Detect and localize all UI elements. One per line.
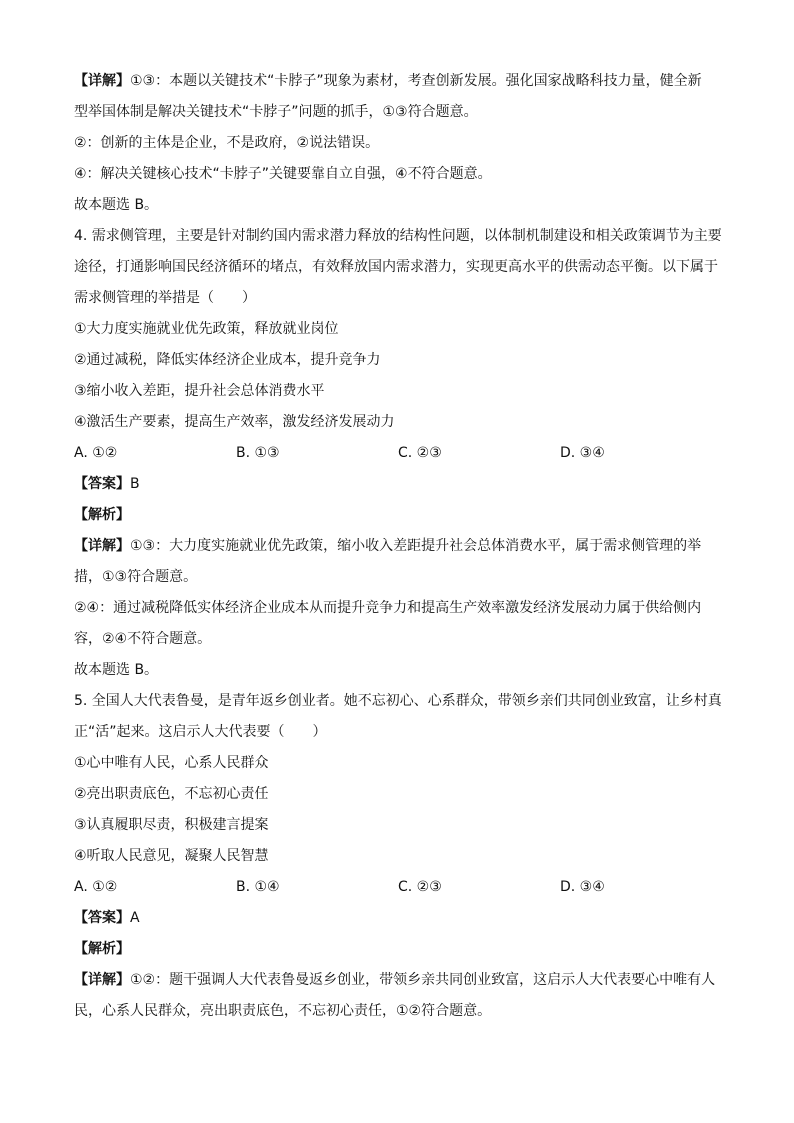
q5-item-3: ③认真履职尽责，积极建言提案 xyxy=(74,817,269,833)
q4-item-3: ③缩小收入差距，提升社会总体消费水平 xyxy=(74,383,325,399)
q4-options xyxy=(74,438,724,469)
q5-stem-line-2: 正“活”起来。这启示人大代表要（ ） xyxy=(74,724,327,740)
q4-answer xyxy=(74,469,724,500)
answer-value: B xyxy=(130,476,140,492)
q5-option-b: B. ①④ xyxy=(236,879,280,895)
detail-tag: 【详解】 xyxy=(74,972,130,988)
q4-analysis-tag: 【解析】 xyxy=(74,507,130,523)
q5-option-d: D. ③④ xyxy=(560,879,605,895)
q5-option-a: A. ①② xyxy=(74,879,118,895)
q3-detail-line-3: ②：创新的主体是企业，不是政府，②说法错误。 xyxy=(74,135,380,151)
q4-item-1: ①大力度实施就业优先政策，释放就业岗位 xyxy=(74,321,339,337)
answer-value: A xyxy=(130,910,140,926)
q4-detail-line-4: 容，②④不符合题意。 xyxy=(74,631,212,647)
q4-item-2: ②通过减税，降低实体经济企业成本，提升竞争力 xyxy=(74,352,381,368)
q5-detail-line-1: 【详解】①②：题干强调人大代表鲁曼返乡创业，带领乡亲共同创业致富，这启示人大代表要心中唯有人 xyxy=(74,972,716,988)
detail-tag: 【详解】 xyxy=(74,538,130,554)
q4-stem-line-1: 4. 需求侧管理，主要是针对制约国内需求潜力释放的结构性问题，以体制机制建设和相关政策调节为主要 xyxy=(74,228,722,244)
document-content xyxy=(74,66,724,1027)
q5-option-c: C. ②③ xyxy=(398,879,442,895)
q5-options xyxy=(74,872,724,903)
q5-item-2: ②亮出职责底色，不忘初心责任 xyxy=(74,786,269,802)
q4-option-b: B. ①③ xyxy=(236,445,280,461)
q5-stem-line-1: 5. 全国人大代表鲁曼，是青年返乡创业者。她不忘初心、心系群众，带领乡亲们共同创业致富，让乡村真 xyxy=(74,693,722,709)
q3-detail-line-1: 【详解】①③：本题以关键技术“卡脖子”现象为素材，考查创新发展。强化国家战略科技力量，健全新 xyxy=(74,73,702,89)
q5-item-1: ①心中唯有人民，心系人民群众 xyxy=(74,755,269,771)
q4-option-d: D. ③④ xyxy=(560,445,605,461)
q4-option-c: C. ②③ xyxy=(398,445,442,461)
q4-detail-line-3: ②④：通过减税降低实体经济企业成本从而提升竞争力和提高生产效率激发经济发展动力属于供给侧内 xyxy=(74,600,702,616)
q4-stem-line-2: 途径，打通影响国民经济循环的堵点，有效释放国内需求潜力，实现更高水平的供需动态平衡。以下属于 xyxy=(74,259,718,275)
answer-tag: 【答案】 xyxy=(74,910,130,926)
q4-detail-line-2: 措，①③符合题意。 xyxy=(74,569,198,585)
q4-stem-line-3: 需求侧管理的举措是（ ） xyxy=(74,290,256,306)
answer-tag: 【答案】 xyxy=(74,476,130,492)
detail-tag: 【详解】 xyxy=(74,73,130,89)
q4-conclusion: 故本题选 B。 xyxy=(74,662,159,678)
q3-conclusion: 故本题选 B。 xyxy=(74,197,159,213)
q3-detail-line-4: ④：解决关键核心技术“卡脖子”关键要靠自立自强，④不符合题意。 xyxy=(74,166,492,182)
q5-item-4: ④听取人民意见，凝聚人民智慧 xyxy=(74,848,269,864)
q5-detail-line-2: 民，心系人民群众，亮出职责底色，不忘初心责任，①②符合题意。 xyxy=(74,1003,492,1019)
q4-detail-line-1: 【详解】①③：大力度实施就业优先政策，缩小收入差距提升社会总体消费水平，属于需求侧管理的举 xyxy=(74,538,702,554)
q5-answer xyxy=(74,903,724,934)
q3-detail-line-2: 型举国体制是解决关键技术“卡脖子”问题的抓手，①③符合题意。 xyxy=(74,104,478,120)
q5-analysis-tag: 【解析】 xyxy=(74,941,130,957)
q4-option-a: A. ①② xyxy=(74,445,118,461)
q4-item-4: ④激活生产要素，提高生产效率，激发经济发展动力 xyxy=(74,414,395,430)
